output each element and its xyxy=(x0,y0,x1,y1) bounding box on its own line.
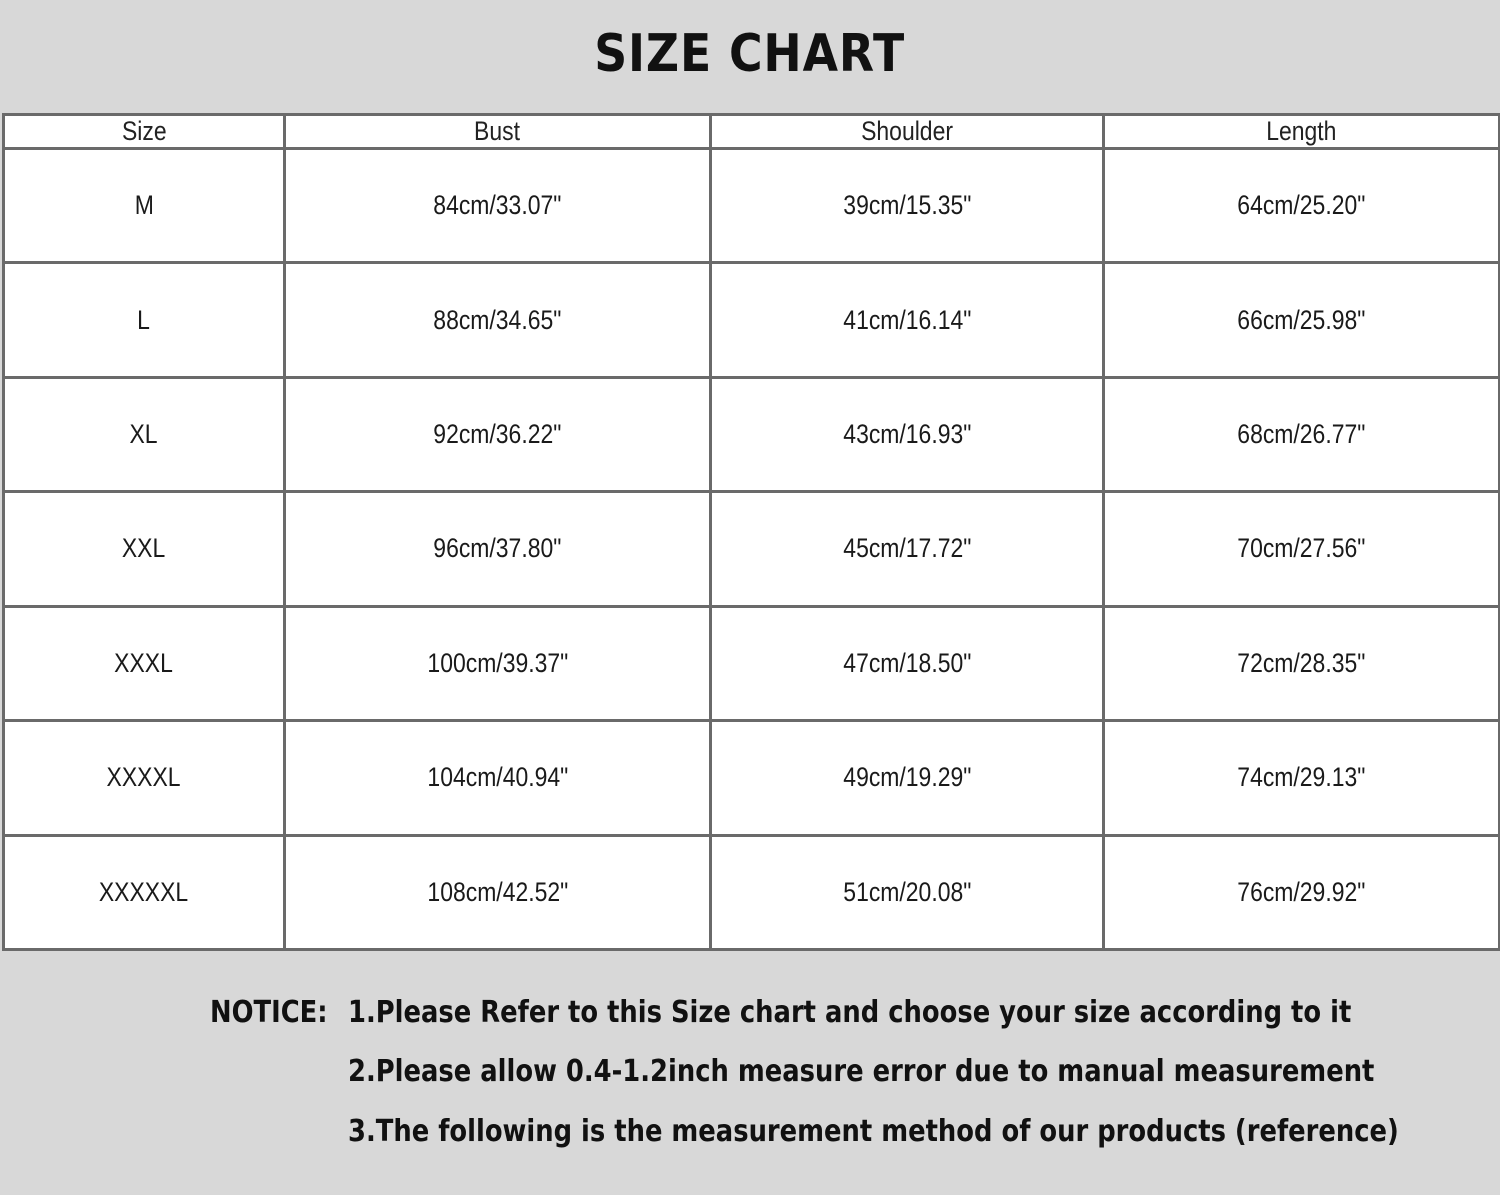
table-header-row xyxy=(4,115,1500,149)
cell-bust-text: 100cm/39.37" xyxy=(427,647,568,678)
cell-shoulder xyxy=(711,835,1104,949)
cell-bust-text: 88cm/34.65" xyxy=(433,304,562,335)
table-row xyxy=(4,263,1500,377)
table-row xyxy=(4,377,1500,491)
header-length-label: Length xyxy=(1266,116,1337,146)
cell-shoulder-text: 45cm/17.72" xyxy=(842,533,972,564)
cell-shoulder-text: 47cm/18.50" xyxy=(842,647,972,678)
cell-shoulder xyxy=(711,263,1104,377)
table-row xyxy=(4,149,1500,263)
cell-shoulder xyxy=(711,606,1104,720)
cell-bust-text: 96cm/37.80" xyxy=(433,533,562,564)
cell-size-text: XXXXXL xyxy=(99,876,189,907)
cell-shoulder xyxy=(711,377,1104,491)
size-table xyxy=(2,113,1500,951)
cell-length xyxy=(1104,149,1500,263)
cell-size xyxy=(4,606,285,720)
cell-length xyxy=(1104,721,1500,835)
cell-size xyxy=(4,492,285,606)
table-row xyxy=(4,835,1500,949)
cell-bust-text: 104cm/40.94" xyxy=(427,762,568,793)
cell-size-text: L xyxy=(137,304,151,335)
cell-size-text: M xyxy=(134,190,154,221)
cell-size xyxy=(4,377,285,491)
cell-size xyxy=(4,263,285,377)
table-row xyxy=(4,606,1500,720)
notice-section xyxy=(0,953,1500,1195)
cell-length xyxy=(1104,835,1500,949)
page-title: SIZE CHART xyxy=(594,24,906,84)
notice-item: 1.Please Refer to this Size chart and choose your size according to it xyxy=(348,995,1352,1030)
size-table-container xyxy=(2,113,1498,951)
cell-size xyxy=(4,835,285,949)
notice-item: 2.Please allow 0.4-1.2inch measure error due to manual measurement xyxy=(348,1054,1375,1089)
cell-length xyxy=(1104,606,1500,720)
cell-bust xyxy=(285,835,711,949)
cell-bust xyxy=(285,492,711,606)
cell-bust xyxy=(285,263,711,377)
header-shoulder xyxy=(711,115,1104,149)
cell-size xyxy=(4,149,285,263)
table-row xyxy=(4,721,1500,835)
cell-bust-text: 84cm/33.07" xyxy=(433,190,562,221)
header-bust xyxy=(285,115,711,149)
notice-item: 3.The following is the measurement method of our products (reference) xyxy=(348,1114,1399,1149)
cell-shoulder-text: 39cm/15.35" xyxy=(842,190,972,221)
cell-bust xyxy=(285,149,711,263)
header-size-label: Size xyxy=(121,116,167,146)
cell-bust xyxy=(285,606,711,720)
title-bar xyxy=(0,0,1500,108)
notice-label: NOTICE: xyxy=(210,995,328,1030)
cell-shoulder-text: 43cm/16.93" xyxy=(842,419,972,450)
header-size xyxy=(4,115,285,149)
cell-length-text: 74cm/29.13" xyxy=(1237,762,1366,793)
table-row xyxy=(4,492,1500,606)
cell-length-text: 66cm/25.98" xyxy=(1237,304,1366,335)
cell-length-text: 72cm/28.35" xyxy=(1237,647,1366,678)
cell-length xyxy=(1104,492,1500,606)
cell-bust-text: 108cm/42.52" xyxy=(427,876,568,907)
cell-shoulder-text: 49cm/19.29" xyxy=(842,762,972,793)
cell-length-text: 64cm/25.20" xyxy=(1237,190,1366,221)
cell-size-text: XXXXL xyxy=(106,762,182,793)
cell-length-text: 76cm/29.92" xyxy=(1237,876,1366,907)
cell-size xyxy=(4,721,285,835)
cell-bust-text: 92cm/36.22" xyxy=(433,419,562,450)
cell-length xyxy=(1104,377,1500,491)
cell-shoulder xyxy=(711,492,1104,606)
cell-shoulder-text: 51cm/20.08" xyxy=(842,876,972,907)
cell-length-text: 70cm/27.56" xyxy=(1237,533,1366,564)
header-bust-label: Bust xyxy=(474,116,521,146)
cell-size-text: XXXL xyxy=(114,647,174,678)
header-length xyxy=(1104,115,1500,149)
cell-shoulder-text: 41cm/16.14" xyxy=(842,304,972,335)
cell-shoulder xyxy=(711,721,1104,835)
header-shoulder-label: Shoulder xyxy=(861,116,953,146)
cell-length xyxy=(1104,263,1500,377)
cell-shoulder xyxy=(711,149,1104,263)
cell-size-text: XXL xyxy=(122,533,166,564)
cell-length-text: 68cm/26.77" xyxy=(1237,419,1366,450)
cell-bust xyxy=(285,377,711,491)
cell-size-text: XL xyxy=(129,419,159,450)
cell-bust xyxy=(285,721,711,835)
